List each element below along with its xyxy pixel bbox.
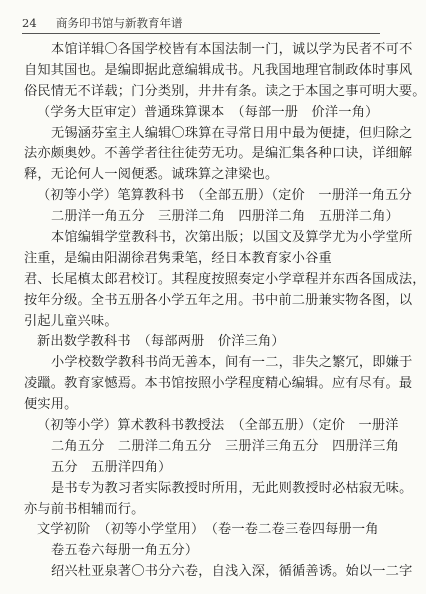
text-line: 是书专为教习者实际教授时所用，无此则教授时必枯寂无味。: [51, 480, 413, 496]
text-line: 便实用。: [24, 397, 78, 413]
text-line: 注重，是编由阳湖徐君隽秉笔，经日本教育家小谷重: [24, 250, 332, 266]
text-line: 二册洋一角五分 三册洋二角 四册洋二角 五册洋二角）: [51, 209, 400, 225]
text-line: 小学校数学教科书尚无善本，间有一二，非失之繁冗，即嫌于: [51, 355, 413, 371]
text-line: 君、长尾槙太郎君校订。其程度按照奏定小学章程并东西各国成法，: [24, 271, 426, 287]
text-line: 本馆编辑学堂教科书，次第出版；以国文及算学尤为小学堂所: [51, 230, 413, 246]
text-line: 无锡涵芬室主人编辑〇珠算在寻常日用中最为便捷，但归除之: [51, 125, 413, 141]
text-line: 五分 五册洋四角）: [51, 459, 172, 475]
text-line: 卷五卷六每册一角五分）: [51, 543, 199, 559]
header-rule: [22, 33, 380, 34]
text-line: （初等小学）算术教科书教授法 （全部五册）（定价 一册洋: [37, 418, 399, 434]
page-body: [24, 40, 426, 583]
text-line: 文学初阶 （初等小学堂用） （卷一卷二卷三卷四每册一角: [37, 522, 379, 538]
text-line: 本馆详辑〇各国学校皆有本国法制一门，诚以学为民者不可不: [51, 42, 413, 57]
text-line: 引起儿童兴味。: [24, 313, 118, 329]
text-line: 亦与前书相辅而行。: [24, 501, 145, 517]
text-line: 俗民情无不详载；门分类别，井井有条。读之于本国之事可明大要。: [24, 83, 426, 99]
page-number: 24: [22, 16, 37, 30]
text-line: 二角五分 二册洋二角五分 三册洋三角五分 四册洋三角: [51, 438, 400, 454]
text-line: 自知其国也。是编即据此意编辑成书。凡我国地理官制政体时事风: [24, 62, 413, 78]
text-line: 新出数学教科书 （每部两册 价洋三角）: [37, 334, 285, 350]
text-line: 凌躐。教育家憾焉。本书馆按照小学程度精心编辑。应有尽有。最: [24, 376, 413, 392]
text-line: 按年分级。全书五册各小学五年之用。书中前二册兼实物各图，以: [24, 292, 413, 308]
text-line: 释，无论何人一阅便悉。诚珠算之津梁也。: [24, 167, 279, 183]
text-line: （初等小学）笔算教科书 （全部五册）（定价 一册洋一角五分: [37, 188, 413, 204]
running-title: 商务印书馆与新教育年谱: [56, 16, 183, 30]
text-line: 法亦颇奥妙。不善学者往往徒劳无功。是编汇集各种口诀，详细解: [24, 146, 413, 162]
page-header: [22, 14, 380, 34]
text-line: 绍兴杜亚泉著〇书分六卷，自浅入深，循循善诱。始以一二字: [51, 564, 413, 580]
text-line: （学务大臣审定）普通珠算课本 （每部一册 价洋一角）: [37, 104, 379, 120]
